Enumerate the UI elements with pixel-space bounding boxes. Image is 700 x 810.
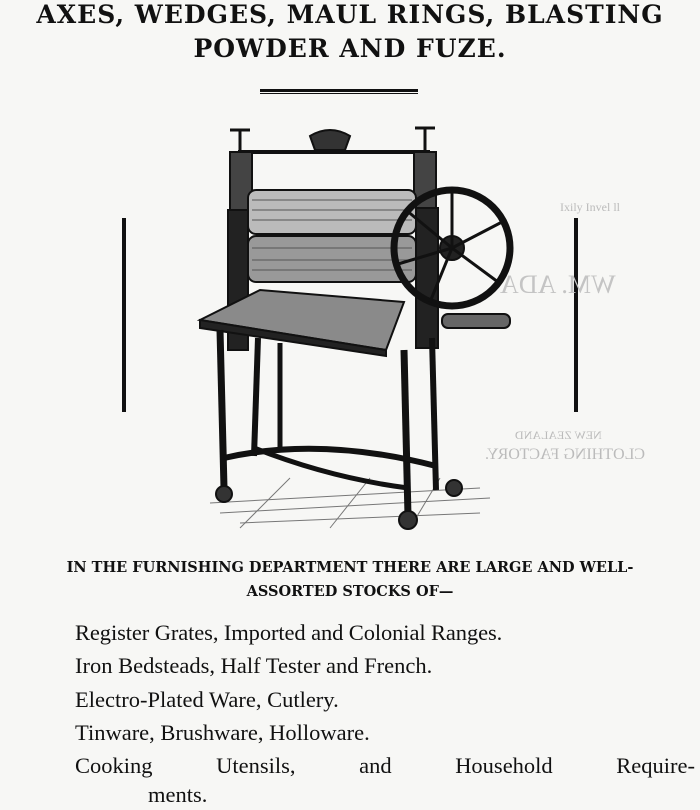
furnishing-heading-line-1: IN THE FURNISHING DEPARTMENT THERE ARE LARGE AND WELL- [66,559,634,576]
bleed-text-right-low-2: CLOTHING FACTORY. [485,446,646,463]
stock-item: Iron Bedsteads, Half Tester and French. [75,653,433,678]
word: Cooking [75,753,153,778]
stock-item: Register Grates, Imported and Colonial Ranges. [75,620,503,645]
headline-line-2: POWDER AND FUZE. [193,34,507,63]
left-column-rule [122,218,126,412]
stock-item-continuation: ments. [148,782,208,807]
headline-line-1: AXES, WEDGES, MAUL RINGS, BLASTING [36,0,664,29]
word: and [359,753,392,778]
wringer-mangle-machine-icon [180,118,520,538]
right-column-rule [574,218,578,412]
word: Utensils, [216,753,296,778]
bleed-text-right-low-1: NEW ZEALAND [515,428,602,442]
stock-item: Tinware, Brushware, Holloware. [75,720,370,745]
word: Require- [616,753,695,778]
bleed-text-left-mid: Ixily Invel ll [560,200,620,214]
double-rule-divider [260,89,418,94]
stock-item-justified [75,751,695,781]
word: Household [455,753,553,778]
stock-item: Electro-Plated Ware, Cutlery. [75,687,339,712]
bleed-text-right-mid: WM. ADA [500,270,616,299]
furnishing-heading-line-2: ASSORTED STOCKS OF— [246,583,454,600]
